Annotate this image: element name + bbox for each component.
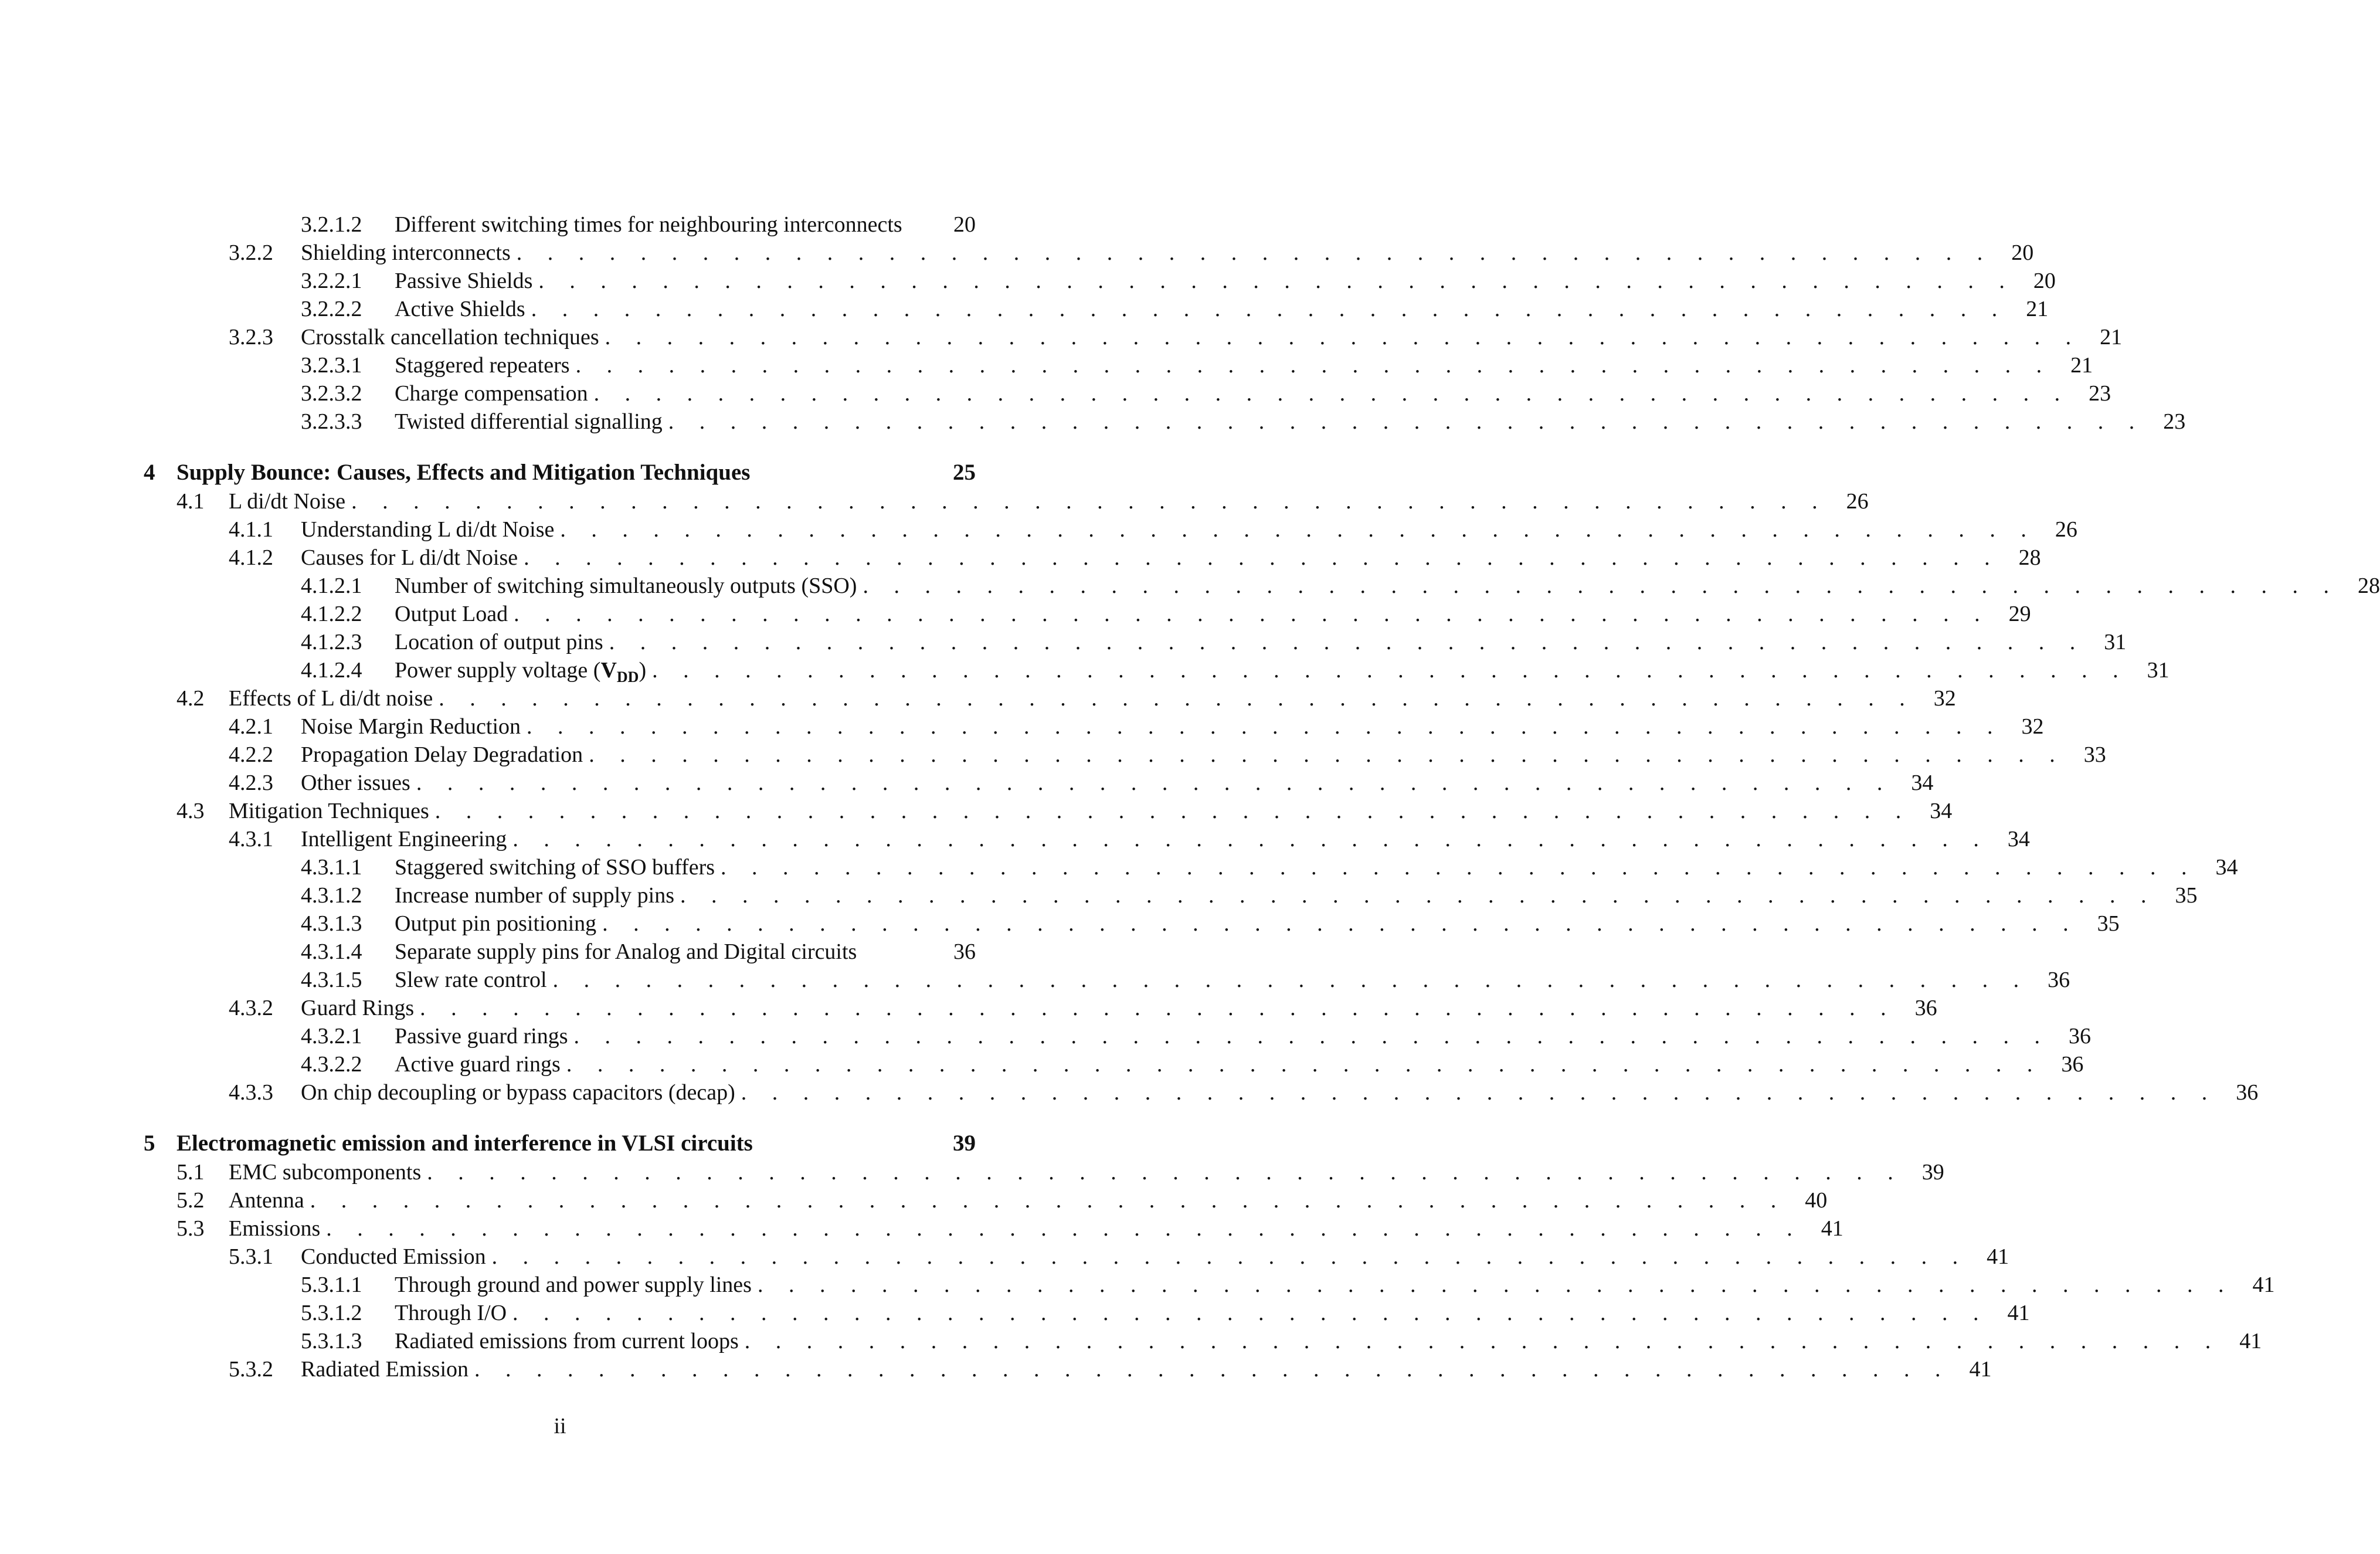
toc-entry-number: 4.1.2.3	[301, 630, 362, 654]
toc-entry-title: Emissions	[229, 1216, 321, 1241]
toc-entry-number: 3.2.1.2	[301, 212, 362, 237]
toc-entry[interactable]	[176, 1158, 1944, 1187]
toc-entry-title-end: )	[639, 658, 647, 683]
toc-entry-page: 32	[2021, 714, 2044, 739]
dot-leader: . . . . . . . . . . . . . . . . . . . . . . . . . . . . . . . . . . . . . . . . . . . . . . . .	[575, 353, 2052, 378]
toc-entry-title: Other issues	[301, 771, 410, 795]
toc-chapter-entry[interactable]	[144, 458, 976, 487]
toc-entry-title: Different switching times for neighbouring interconnects	[395, 212, 902, 237]
toc-entry-title: Through ground and power supply lines	[395, 1273, 752, 1297]
toc-entry-page: 36	[1914, 996, 1937, 1020]
toc-entry[interactable]	[229, 238, 2034, 267]
toc-entry-page: 39	[1921, 1160, 1944, 1185]
dot-leader: . . . . . . . . . . . . . . . . . . . . . . . . . . . . . . . . . . . . . . . . . . . . . . . .	[593, 381, 2070, 406]
toc-entry[interactable]	[301, 881, 2198, 910]
toc-entry-page: 23	[2163, 409, 2186, 434]
toc-entry-page: 21	[2026, 297, 2049, 321]
toc-entry-number: 4.3.2	[229, 996, 273, 1020]
toc-entry-page: 36	[2061, 1052, 2084, 1077]
toc-entry[interactable]	[301, 1022, 2092, 1051]
toc-entry-title: Guard Rings	[301, 996, 415, 1020]
toc-entry[interactable]	[301, 965, 2070, 995]
toc-entry-page: 36	[2069, 1024, 2092, 1049]
toc-entry-number: 4.1	[176, 489, 205, 514]
dot-leader: . . . . . . . . . . . . . . . . . . . . . . . . . . . . . . . . . . . . . . . . . . . . . . . .	[351, 489, 1828, 514]
dot-leader: . . . . . . . . . . . . . . . . . . . . . . . . . . . . . . . . . . . . . . . . . . . . . . . .	[491, 1244, 1968, 1269]
toc-entry[interactable]	[301, 599, 2031, 629]
toc-entry-number: 3.2.3	[229, 325, 273, 350]
toc-entry-title: Radiated emissions from current loops	[395, 1329, 739, 1353]
toc-entry-number: 3.2.2.2	[301, 297, 362, 321]
toc-entry-number: 4.2.3	[229, 771, 273, 795]
toc-entry-page: 36	[2236, 1080, 2259, 1105]
toc-entry[interactable]	[301, 407, 2186, 436]
toc-entry-number: 4.2	[176, 686, 205, 711]
toc-entry[interactable]	[229, 993, 1937, 1023]
toc-entry-number: 5.3.1.1	[301, 1273, 362, 1297]
toc-entry-page: 23	[2089, 381, 2111, 406]
toc-entry[interactable]	[229, 824, 2030, 854]
toc-entry[interactable]	[229, 323, 2123, 352]
page-number-footer: ii	[554, 1414, 566, 1438]
toc-entry[interactable]	[301, 1270, 2275, 1299]
toc-entry-title: Output pin positioning	[395, 911, 597, 936]
toc-entry-number: 3.2.2	[229, 240, 273, 265]
toc-entry-page: 20	[953, 212, 976, 237]
toc-entry-page: 21	[2070, 353, 2093, 378]
dot-leader: . . . . . . . . . . . . . . . . . . . . . . . . . . . . . . . . . . . . . . . . . . . . . . . .	[757, 1273, 2234, 1297]
toc-entry-title: Conducted Emission	[301, 1244, 486, 1269]
dot-leader: . . . . . . . . . . . . . . . . . . . . . . . . . . . . . . . . . . . . . . . . . . . . . . . .	[668, 409, 2145, 434]
toc-entry-number: 5.3	[176, 1216, 205, 1241]
toc-entry[interactable]	[301, 266, 2056, 296]
toc-entry[interactable]	[229, 768, 1934, 798]
dot-leader: . . . . . . . . . . . . . . . . . . . . . . . . . . . . . . . . . . . . . . . . . . . . . . . .	[310, 1188, 1787, 1213]
toc-chapter-entry[interactable]	[144, 1129, 976, 1158]
toc-entry-page: 20	[2033, 269, 2056, 293]
dot-leader: . . . . . . . . . . . . . . . . . . . . . . . . . . . . . . . . . . . . . . . . . . . . . . . .	[538, 269, 2015, 293]
toc-entry[interactable]	[176, 487, 1869, 516]
toc-entry-title: Staggered repeaters	[395, 353, 570, 378]
toc-chapter-page: 39	[953, 1131, 976, 1156]
toc-entry-title: Location of output pins	[395, 630, 603, 654]
toc-entry-title: Effects of L di/dt noise	[229, 686, 433, 711]
toc-entry-number: 4.2.1	[229, 714, 273, 739]
toc-entry-page: 26	[1846, 489, 1869, 514]
toc-entry-title: Radiated Emission	[301, 1357, 469, 1382]
toc-entry-number: 4.1.2.2	[301, 602, 362, 626]
toc-entry-title-text: Power supply voltage (	[395, 658, 601, 683]
toc-entry-title: Causes for L di/dt Noise	[301, 545, 518, 570]
dot-leader: . . . . . . . . . . . . . . . . . . . . . . . . . . . . . . . . . . . . . . . . . . . . . . . .	[652, 658, 2128, 683]
toc-entry-page: 34	[1930, 799, 1953, 823]
dot-leader: . . . . . . . . . . . . . . . . . . . . . . . . . . . . . . . . . . . . . . . . . . . . . . . .	[566, 1052, 2043, 1077]
toc-entry[interactable]	[301, 210, 976, 239]
toc-entry-title: Increase number of supply pins	[395, 883, 674, 908]
toc-entry-page: 41	[2252, 1273, 2275, 1297]
toc-entry-number: 5.3.1	[229, 1244, 273, 1269]
toc-entry-title: Active guard rings	[395, 1052, 561, 1077]
toc-entry[interactable]	[301, 656, 2169, 686]
dot-leader: . . . . . . . . . . . . . . . . . . . . . . . . . . . . . . . . . . . . . . . . . . . . . . . .	[602, 911, 2079, 936]
toc-entry-number: 5.3.2	[229, 1357, 273, 1382]
toc-entry-title: Passive Shields	[395, 269, 533, 293]
toc-entry-page: 35	[2175, 883, 2198, 908]
dot-leader: . . . . . . . . . . . . . . . . . . . . . . . . . . . . . . . . . . . . . . . . . . . . . . . .	[589, 742, 2065, 767]
dot-leader: . . . . . . . . . . . . . . . . . . . . . . . . . . . . . . . . . . . . . . . . . . . . . . . .	[560, 517, 2036, 542]
toc-entry-page: 28	[2018, 545, 2041, 570]
toc-entry-number: 4.3.1	[229, 827, 273, 851]
toc-entry-page: 41	[2007, 1301, 2030, 1325]
toc-entry-page: 34	[2215, 855, 2238, 880]
toc-entry-page: 21	[2100, 325, 2123, 350]
toc-chapter-title: Electromagnetic emission and interference in VLSI circuits	[176, 1131, 753, 1156]
toc-entry-title: Noise Margin Reduction	[301, 714, 521, 739]
toc-entry-page: 34	[2007, 827, 2030, 851]
toc-entry-number: 4.1.1	[229, 517, 273, 542]
toc-entry-number: 4.3.1.4	[301, 939, 362, 964]
toc-entry-number: 3.2.2.1	[301, 269, 362, 293]
toc-entry-title: Separate supply pins for Analog and Digital circuits	[395, 939, 857, 964]
toc-entry-page: 31	[2104, 630, 2127, 654]
toc-entry-number: 4.3.2.2	[301, 1052, 362, 1077]
dot-leader: . . . . . . . . . . . . . . . . . . . . . . . . . . . . . . . . . . . . . . . . . . . . . . . .	[721, 855, 2197, 880]
dot-leader: . . . . . . . . . . . . . . . . . . . . . . . . . . . . . . . . . . . . . . . . . . . . . . . .	[744, 1329, 2221, 1353]
toc-entry-number: 3.2.3.1	[301, 353, 362, 378]
toc-entry-number: 4.1.2.1	[301, 574, 362, 598]
toc-entry-page: 32	[1933, 686, 1956, 711]
dot-leader: . . . . . . . . . . . . . . . . . . . . . . . . . . . . . . . . . . . . . . . . . . . . . . . .	[326, 1216, 1802, 1241]
dot-leader: . . . . . . . . . . . . . . . . . . . . . . . . . . . . . . . . . . . . . . . . . . . . . . . .	[531, 297, 2008, 321]
vdd-symbol: V	[600, 658, 617, 683]
dot-leader: . . . . . . . . . . . . . . . . . . . . . . . . . . . . . . . . . . . . . . . . . . . . . . . .	[516, 240, 1993, 265]
toc-entry[interactable]	[229, 515, 2077, 544]
toc-entry-page: 41	[1821, 1216, 1843, 1241]
toc-entry[interactable]	[301, 379, 2111, 408]
dot-leader: . . . . . . . . . . . . . . . . . . . . . . . . . . . . . . . . . . . . . . . . . . . . . . . .	[474, 1357, 1951, 1382]
toc-entry[interactable]	[176, 1186, 1828, 1215]
toc-chapter-number: 5	[144, 1131, 155, 1156]
toc-entry-page: 40	[1805, 1188, 1828, 1213]
toc-entry[interactable]	[229, 543, 2041, 572]
dot-leader: . . . . . . . . . . . . . . . . . . . . . . . . . . . . . . . . . . . . . . . . . . . . . . . .	[524, 545, 2000, 570]
toc-entry-number: 4.3.1.1	[301, 855, 362, 880]
toc-entry-number: 4.3	[176, 799, 205, 823]
toc-entry-number: 5.2	[176, 1188, 205, 1213]
dot-leader: . . . . . . . . . . . . . . . . . . . . . . . . . . . . . . . . . . . . . . . . . . . . . . . .	[609, 630, 2086, 654]
dot-leader: . . . . . . . . . . . . . . . . . . . . . . . . . . . . . . . . . . . . . . . . . . . . . . . .	[527, 714, 2003, 739]
dot-leader: . . . . . . . . . . . . . . . . . . . . . . . . . . . . . . . . . . . . . . . . . . . . . . . .	[573, 1024, 2050, 1049]
dot-leader: . . . . . . . . . . . . . . . . . . . . . . . . . . . . . . . . . . . . . . . . . . . . . . . .	[420, 996, 1896, 1020]
toc-entry-number: 4.1.2	[229, 545, 273, 570]
toc-entry-number: 5.1	[176, 1160, 205, 1185]
toc-entry-title: Propagation Delay Degradation	[301, 742, 583, 767]
toc-chapter-number: 4	[144, 460, 155, 485]
dot-leader: . . . . . . . . . . . . . . . . . . . . . . . . . . . . . . . . . . . . . . . . . . . . . . . .	[514, 602, 1990, 626]
toc-entry-number: 4.3.2.1	[301, 1024, 362, 1049]
toc-entry[interactable]	[301, 909, 2120, 938]
dot-leader: . . . . . . . . . . . . . . . . . . . . . . . . . . . . . . . . . . . . . . . . . . . . . . . .	[439, 686, 1915, 711]
toc-entry-number: 4.1.2.4	[301, 658, 362, 683]
toc-entry-number: 5.3.1.3	[301, 1329, 362, 1353]
toc-entry-number: 4.3.1.2	[301, 883, 362, 908]
toc-entry[interactable]	[301, 853, 2238, 882]
toc-entry[interactable]	[229, 712, 2044, 741]
toc-entry-number: 4.3.1.3	[301, 911, 362, 936]
dot-leader: . . . . . . . . . . . . . . . . . . . . . . . . . . . . . . . . . . . . . . . . . . . . . . . .	[680, 883, 2157, 908]
toc-entry[interactable]	[301, 937, 976, 966]
dot-leader: . . . . . . . . . . . . . . . . . . . . . . . . . . . . . . . . . . . . . . . . . . . . . . . .	[512, 827, 1989, 851]
toc-entry[interactable]	[229, 1078, 2259, 1107]
toc-entry-page: 36	[953, 939, 976, 964]
toc-entry[interactable]	[176, 796, 1953, 826]
toc-entry-number: 5.3.1.2	[301, 1301, 362, 1325]
dot-leader: . . . . . . . . . . . . . . . . . . . . . . . . . . . . . . . . . . . . . . . . . . . . . . . .	[434, 799, 1912, 823]
toc-entry[interactable]	[229, 1242, 2009, 1271]
dot-leader: . . . . . . . . . . . . . . . . . . . . . . . . . . . . . . . . . . . . . . . . . . . . . . . .	[416, 771, 1893, 795]
toc-entry[interactable]	[176, 1214, 1843, 1243]
toc-entry-page: 41	[1969, 1357, 1992, 1382]
toc-entry-number: 4.3.1.5	[301, 968, 362, 992]
toc-entry-title: Crosstalk cancellation techniques	[301, 325, 599, 350]
toc-entry-page: 36	[2048, 968, 2070, 992]
toc-entry[interactable]	[301, 1050, 2084, 1079]
dot-leader: . . . . . . . . . . . . . . . . . . . . . . . . . . . . . . . . . . . . . . . . . . . . . . . .	[552, 968, 2029, 992]
toc-entry-title: Charge compensation	[395, 381, 588, 406]
dot-leader: . . . . . . . . . . . . . . . . . . . . . . . . . . . . . . . . . . . . . . . . . . . . . . . .	[741, 1080, 2218, 1105]
dot-leader: . . . . . . . . . . . . . . . . . . . . . . . . . . . . . . . . . . . . . . . . . . . . . . . .	[427, 1160, 1903, 1185]
toc-entry-page: 28	[2357, 574, 2380, 598]
vdd-subscript: DD	[616, 669, 639, 686]
toc-entry[interactable]	[176, 684, 1956, 713]
dot-leader: . . . . . . . . . . . . . . . . . . . . . . . . . . . . . . . . . . . . . . . . . . . . . . . .	[605, 325, 2082, 350]
toc-entry-title: Active Shields	[395, 297, 525, 321]
toc-entry-title: Output Load	[395, 602, 508, 626]
toc-entry-page: 20	[2011, 240, 2034, 265]
toc-entry[interactable]	[301, 571, 2380, 600]
toc-entry-title: L di/dt Noise	[229, 489, 346, 514]
toc-entry-title: Passive guard rings	[395, 1024, 568, 1049]
toc-entry-title: Number of switching simultaneously outputs (SSO)	[395, 574, 857, 598]
toc-entry-page: 41	[2239, 1329, 2262, 1353]
toc-entry[interactable]	[301, 1298, 2030, 1328]
toc-entry[interactable]	[301, 351, 2093, 380]
toc-chapter-page: 25	[953, 460, 976, 485]
toc-entry-page: 31	[2147, 658, 2169, 683]
toc-entry-page: 41	[1987, 1244, 2009, 1269]
toc-entry-title: Staggered switching of SSO buffers	[395, 855, 715, 880]
toc-entry-title: Through I/O	[395, 1301, 507, 1325]
toc-entry[interactable]	[301, 294, 2049, 324]
dot-leader: . . . . . . . . . . . . . . . . . . . . . . . . . . . . . . . . . . . . . . . . . . . . . . . .	[863, 574, 2339, 598]
toc-entry-title: Shielding interconnects	[301, 240, 511, 265]
toc-entry-number: 3.2.3.3	[301, 409, 362, 434]
toc-entry-title: Understanding L di/dt Noise	[301, 517, 555, 542]
toc-entry-number: 4.2.2	[229, 742, 273, 767]
toc-entry-title: Slew rate control	[395, 968, 547, 992]
toc-entry-page: 29	[2008, 602, 2031, 626]
toc-entry-title: Intelligent Engineering	[301, 827, 507, 851]
toc-entry[interactable]	[301, 627, 2127, 657]
toc-entry[interactable]	[229, 740, 2106, 769]
toc-entry-title: On chip decoupling or bypass capacitors (decap)	[301, 1080, 735, 1105]
toc-entry-number: 3.2.3.2	[301, 381, 362, 406]
toc-entry[interactable]	[229, 1355, 1992, 1384]
toc-entry-page: 33	[2083, 742, 2106, 767]
toc-entry-title: Twisted differential signalling	[395, 409, 663, 434]
toc-entry[interactable]	[301, 1326, 2262, 1356]
toc-entry-title: Mitigation Techniques	[229, 799, 429, 823]
dot-leader: . . . . . . . . . . . . . . . . . . . . . . . . . . . . . . . . . . . . . . . . . . . . . . . .	[512, 1301, 1989, 1325]
toc-entry-page: 35	[2097, 911, 2120, 936]
toc-chapter-title: Supply Bounce: Causes, Effects and Mitigation Techniques	[176, 460, 751, 485]
toc-entry-page: 34	[1911, 771, 1934, 795]
toc-entry-title: Antenna	[229, 1188, 304, 1213]
toc-entry-title: EMC subcomponents	[229, 1160, 422, 1185]
toc-entry-number: 4.3.3	[229, 1080, 273, 1105]
toc-entry-page: 26	[2055, 517, 2077, 542]
